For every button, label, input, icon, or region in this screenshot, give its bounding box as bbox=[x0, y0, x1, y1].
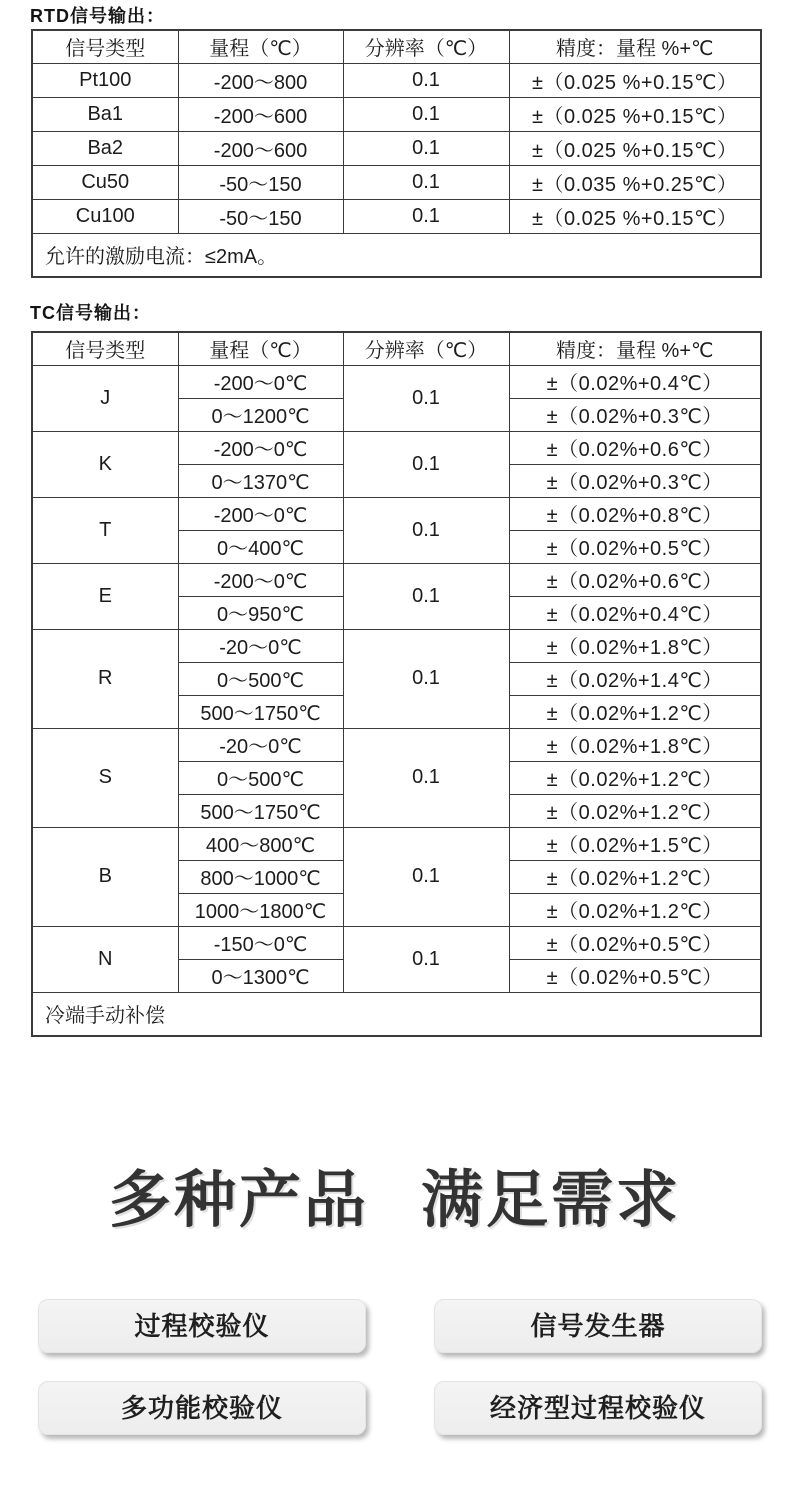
cell-type: Cu100 bbox=[32, 199, 178, 233]
cell-type: Ba2 bbox=[32, 131, 178, 165]
cell-accuracy: ±（0.02%+1.8℃） bbox=[509, 629, 761, 662]
cell-range: 800～1000℃ bbox=[178, 860, 343, 893]
cell-range: 1000～1800℃ bbox=[178, 893, 343, 926]
cell-accuracy: ±（0.02%+1.4℃） bbox=[509, 662, 761, 695]
cell-range: -50～150 bbox=[178, 165, 343, 199]
header-signal-type: 信号类型 bbox=[32, 332, 178, 365]
cell-resolution: 0.1 bbox=[343, 199, 509, 233]
cell-range: -200～0℃ bbox=[178, 563, 343, 596]
cell-range: 0～500℃ bbox=[178, 761, 343, 794]
product-button-signal-generator[interactable]: 信号发生器 bbox=[434, 1299, 762, 1353]
header-range: 量程（℃） bbox=[178, 30, 343, 63]
cell-range: 0～1200℃ bbox=[178, 398, 343, 431]
table-row bbox=[32, 131, 761, 165]
cell-range: -20～0℃ bbox=[178, 629, 343, 662]
cell-range: 0～1370℃ bbox=[178, 464, 343, 497]
cell-range: -200～800 bbox=[178, 63, 343, 97]
cell-range: -50～150 bbox=[178, 199, 343, 233]
cell-resolution: 0.1 bbox=[343, 926, 509, 992]
table-row bbox=[32, 63, 761, 97]
header-range: 量程（℃） bbox=[178, 332, 343, 365]
cell-accuracy: ±（0.025 %+0.15℃） bbox=[509, 199, 761, 233]
cell-accuracy: ±（0.02%+0.5℃） bbox=[509, 959, 761, 992]
cell-range: -200～0℃ bbox=[178, 497, 343, 530]
cell-accuracy: ±（0.02%+0.6℃） bbox=[509, 563, 761, 596]
cell-resolution: 0.1 bbox=[343, 63, 509, 97]
cell-resolution: 0.1 bbox=[343, 563, 509, 629]
cell-accuracy: ±（0.02%+0.5℃） bbox=[509, 926, 761, 959]
table-row bbox=[32, 563, 761, 596]
cell-resolution: 0.1 bbox=[343, 165, 509, 199]
cell-type: S bbox=[32, 728, 178, 827]
rtd-section-title: RTD信号输出： bbox=[30, 6, 165, 26]
cell-range: -200～0℃ bbox=[178, 365, 343, 398]
cell-resolution: 0.1 bbox=[343, 728, 509, 827]
header-resolution: 分辨率（℃） bbox=[343, 30, 509, 63]
product-button-multifunction-calibrator[interactable]: 多功能校验仪 bbox=[38, 1381, 366, 1435]
cell-accuracy: ±（0.02%+1.2℃） bbox=[509, 794, 761, 827]
cell-type: K bbox=[32, 431, 178, 497]
cell-accuracy: ±（0.02%+0.3℃） bbox=[509, 464, 761, 497]
cell-accuracy: ±（0.025 %+0.15℃） bbox=[509, 63, 761, 97]
cell-accuracy: ±（0.02%+1.2℃） bbox=[509, 695, 761, 728]
cell-type: Pt100 bbox=[32, 63, 178, 97]
banner-text-right: 满足需求 bbox=[421, 1166, 682, 1235]
cell-accuracy: ±（0.02%+0.5℃） bbox=[509, 530, 761, 563]
header-signal-type: 信号类型 bbox=[32, 30, 178, 63]
cell-accuracy: ±（0.02%+0.4℃） bbox=[509, 365, 761, 398]
tc-spec-table bbox=[31, 331, 762, 1037]
cell-range: 0～1300℃ bbox=[178, 959, 343, 992]
cell-type: R bbox=[32, 629, 178, 728]
cell-type: B bbox=[32, 827, 178, 926]
cell-resolution: 0.1 bbox=[343, 97, 509, 131]
table-row bbox=[32, 97, 761, 131]
tc-footer-row bbox=[32, 992, 761, 1036]
cell-resolution: 0.1 bbox=[343, 629, 509, 728]
rtd-header-row bbox=[32, 30, 761, 63]
cell-type: E bbox=[32, 563, 178, 629]
tc-section-title: TC信号输出： bbox=[30, 303, 151, 323]
cell-range: 0～400℃ bbox=[178, 530, 343, 563]
cell-resolution: 0.1 bbox=[343, 131, 509, 165]
product-button-economy-process-calibrator[interactable]: 经济型过程校验仪 bbox=[434, 1381, 762, 1435]
header-accuracy: 精度：量程 %+℃ bbox=[509, 332, 761, 365]
cell-type: Cu50 bbox=[32, 165, 178, 199]
cell-accuracy: ±（0.025 %+0.15℃） bbox=[509, 131, 761, 165]
table-row bbox=[32, 926, 761, 959]
cell-type: T bbox=[32, 497, 178, 563]
table-row bbox=[32, 365, 761, 398]
cell-range: 500～1750℃ bbox=[178, 794, 343, 827]
cell-accuracy: ±（0.02%+1.2℃） bbox=[509, 893, 761, 926]
cell-range: -200～0℃ bbox=[178, 431, 343, 464]
banner-heading bbox=[0, 1150, 790, 1239]
cell-accuracy: ±（0.02%+1.2℃） bbox=[509, 860, 761, 893]
cell-resolution: 0.1 bbox=[343, 827, 509, 926]
tc-header-row bbox=[32, 332, 761, 365]
rtd-footer-row bbox=[32, 233, 761, 277]
rtd-spec-table bbox=[31, 29, 762, 278]
cell-accuracy: ±（0.02%+0.3℃） bbox=[509, 398, 761, 431]
table-row bbox=[32, 431, 761, 464]
cell-accuracy: ±（0.02%+1.8℃） bbox=[509, 728, 761, 761]
cell-accuracy: ±（0.02%+0.8℃） bbox=[509, 497, 761, 530]
table-row bbox=[32, 497, 761, 530]
table-row bbox=[32, 728, 761, 761]
rtd-footer-note: 允许的激励电流：≤2mA。 bbox=[32, 233, 761, 277]
cell-type: J bbox=[32, 365, 178, 431]
cell-range: -150～0℃ bbox=[178, 926, 343, 959]
cell-resolution: 0.1 bbox=[343, 365, 509, 431]
table-row bbox=[32, 199, 761, 233]
cell-resolution: 0.1 bbox=[343, 431, 509, 497]
cell-accuracy: ±（0.02%+1.2℃） bbox=[509, 761, 761, 794]
cell-range: -200～600 bbox=[178, 97, 343, 131]
cell-type: Ba1 bbox=[32, 97, 178, 131]
cell-range: -20～0℃ bbox=[178, 728, 343, 761]
cell-range: 400～800℃ bbox=[178, 827, 343, 860]
table-row bbox=[32, 165, 761, 199]
cell-accuracy: ±（0.02%+1.5℃） bbox=[509, 827, 761, 860]
cell-range: 0～500℃ bbox=[178, 662, 343, 695]
cell-accuracy: ±（0.02%+0.6℃） bbox=[509, 431, 761, 464]
header-accuracy: 精度：量程 %+℃ bbox=[509, 30, 761, 63]
table-row bbox=[32, 827, 761, 860]
cell-type: N bbox=[32, 926, 178, 992]
cell-range: 500～1750℃ bbox=[178, 695, 343, 728]
banner-text-left: 多种产品 bbox=[108, 1166, 369, 1235]
cell-accuracy: ±（0.025 %+0.15℃） bbox=[509, 97, 761, 131]
product-button-process-calibrator[interactable]: 过程校验仪 bbox=[38, 1299, 366, 1353]
cell-resolution: 0.1 bbox=[343, 497, 509, 563]
cell-accuracy: ±（0.035 %+0.25℃） bbox=[509, 165, 761, 199]
table-row bbox=[32, 629, 761, 662]
cell-accuracy: ±（0.02%+0.4℃） bbox=[509, 596, 761, 629]
cell-range: -200～600 bbox=[178, 131, 343, 165]
tc-footer-note: 冷端手动补偿 bbox=[32, 992, 761, 1036]
cell-range: 0～950℃ bbox=[178, 596, 343, 629]
header-resolution: 分辨率（℃） bbox=[343, 332, 509, 365]
